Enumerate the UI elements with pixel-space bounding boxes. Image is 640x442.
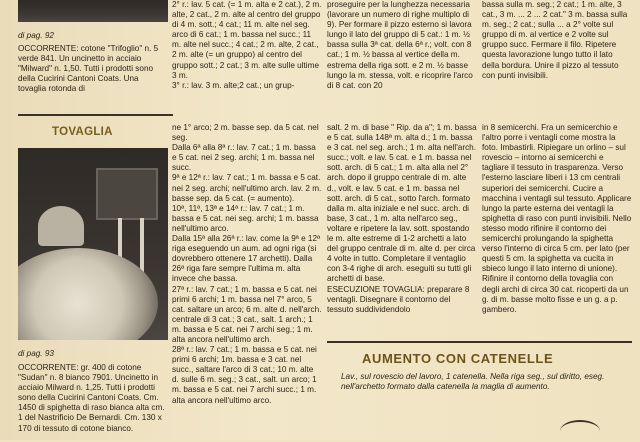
stitch-diagram: [560, 420, 600, 442]
aumento-top-rule: [327, 341, 632, 343]
tablecloth-photo: [18, 148, 168, 340]
aumento-body: Lav., sul rovescio del lavoro, 1 catenella. Nella riga seg., sul diritto, eseg. nell'archetto formato dalla catenella la maglia di aumento.: [341, 372, 605, 392]
top-occorrente: OCCORRENTE: cotone "Trifoglio" n. 5 verde 841. Un uncinetto in acciaio "Milward" n. 1,50. Tutti i prodotti sono della Cucirini Cantoni Coats. Una tovaglia rotonda di: [18, 44, 159, 94]
top-column-4: bassa sulla m. seg.; 2 cat.; 1 m. alte, 3 cat., 3 m. ... 2 ... 2 cat." 3 m. bassa sulla m. seg.; 2 cat.; sulla ... a 2° volte sul gruppo di m. al vertice e 2 volte sul gruppo succ. Fermare il filo. Ripetere questa lavorazione lungo tutto il lato della bordura. Unire il pizzo al tessuto con punti invisibili.: [482, 0, 628, 80]
tovaglia-occorrente: OCCORRENTE: gr. 400 di cotone "Sudan" n. 8 bianco 7901. Uncinetto in acciaio Milward n. 1,25. Tutti i prodotti sono della Cucirini Cantoni Coats. Cm. 1450 di spighetta di raso bianca alta cm. 1 del Nastrificio De Bernardi. Cm. 130 x 170 di tessuto di cotone bianco.: [18, 363, 165, 433]
section-divider: [18, 114, 173, 116]
tovaglia-caption: di pag. 93: [18, 349, 54, 358]
aumento-title: AUMENTO CON CATENELLE: [362, 351, 554, 366]
top-photo: [18, 0, 168, 22]
top-column-2: 2° r.: lav. 5 cat. (= 1 m. alta e 2 cat.), 2 m. alte, 2 cat., 2 m. alte al centro del gruppo di 4 m. sott.; 4 cat.; 11 m. alte nel seg. arco di 6 cat.; 1 m. bassa nel succ.; 11 m. alte nel succ.; 4 cat.; 2 m. alte, 2 cat., 2 m. alte (= un gruppo) al centro del gruppo sott.; 2 cat.; 3 m. alte sulle ultime 3 m. 3° r.: lav. 3 m. alte;2 cat.; un grup-: [172, 0, 322, 90]
instructions-column-3: salt. 2 m. di base " Rip. da a"; 1 m. bassa e 5 cat. sulla 148ª m. alta d.; 1 m. bassa e 3 cat. nel seg. arch.; 1 m. alta nell'arch. succ.; volt. e lav. 5 cat. e 1 m. bassa nel sott. arch. di 5 cat.; 1 m. alta alla nel 2° arch. dopo il gruppo centrale di m. alte d., volt. e lav. 5 cat. e 1 m. bassa nel sott. arch. di 5 cat., sotto l'arch. formato dalla m. alta iniziale e nel succ. arch. di base, 3 cat., 1 m. alta nell'arco seg., voltare e ripetere la lav. sott. spostando le m. alte estreme di 1-2 archetti a lato del gruppo centrale di m. alte d. per circa 4 volte in tutto. Completare il ventaglio con 3-4 righe di arch. eseguiti su tutti gli archetti di base. ESECUZIONE TOVAGLIA: preparare 8 ventagli. Disegnare il contorno del tessuto suddividendolo: [327, 123, 477, 314]
section-title-tovaglia: TOVAGLIA: [52, 126, 113, 138]
top-column-3: proseguire per la lunghezza necessaria (lavorare un numero di righe multiplo di 9). Per formare il pizzo esterno si lavora lungo il lato del gruppo di 5 cat.: 1 m. ½ bassa sulla 3ª cat. della 6ª r.; volt. con 8 cat.; 1 m. ½ bassa al vertice della m. estrema della riga sott. e 2 m. ½ basse lungo la m. stessa, volt. e ricoprire l'arco di 8 cat. con 20: [327, 0, 473, 90]
instructions-column-4: in 8 semicerchi. Fra un semicerchio e l'altro porre i ventagli come mostra la foto. Imbastirli. Ripiegare un orlino – sul rovescio – intorno ai semicerchi e tagliare il tessuto in trasparenza. Verso l'esterno lasciare liberi i 13 cm centrali superiori dei semicerchi. Cucire a macchina i ventagli sul tessuto. Applicare lungo la parte esterna dei ventagli la spighetta di raso con punti invisibili. Nello stesso modo rifinire il contorno dei semicerchi prolungando la spighetta verso l'interno di circa 5 cm. per lato (per questi 5 cm. la spighetta va cucita in sbieco lungo il lato interno di unione). Rifinire il contorno della tovaglia con degli archi di circa 30 cat. ricoperti da un g. di m. basse molto fisse e un g. a p. gambero.: [482, 123, 632, 314]
instructions-column-2: ne 1° arco; 2 m. basse sep. da 5 cat. nel seg. Dalla 6ª alla 8ª r.: lav. 7 cat.; 1 m. bassa e 5 cat. nei 2 seg. archi; 1 m. bassa nel succ. 9ª e 12ª r.: lav. 7 cat.; 1 m. bassa e 5 cat. nei 2 seg. archi; nell'ultimo arch. lav. 2 m. basse sep. da 5 cat. (= aumento). 10ª, 11ª, 13ª e 14ª r.: lav. 7 cat.; 1 m. bassa e 5 cat. nei seg. archi; 1 m. bassa nell'ultimo arco. Dalla 15ª alla 26ª r.: lav. come la 9ª e 12ª riga eseguendo un aum. ad ogni riga (si dovrebbero ottenere 17 archetti). Dalla 26ª riga fare sempre l'ultima m. alta invece che bassa. 27ª r.: lav. 7 cat.; 1 m. bassa e 5 cat. nei primi 6 archi; 1 m. bassa nel 7° arco, 5 cat. saltare un arco; 6 m. alte d. nell'arch. centrale di 3 cat.; 3 cat., salt. 1 arch.; 1 m. bassa e 5 cat. nei 7 archi seg.; 1 m. alta ancora nell'ultimo arch. 28ª r.: lav. 7 cat.; 1 m. bassa e 5 cat. nei primi 6 archi; 1m. bassa e 3 cat. nel succ., saltare l'arco di 3 cat.; 10 m. alte d. sulle 6 m. seg.; 3 cat., salt. un arco; 1 m. bassa e 5 cat. nei 7 archi succ.; 1 m. alta ancora nell'ultimo arco.: [172, 123, 322, 405]
top-photo-caption: di pag. 92: [18, 31, 54, 40]
